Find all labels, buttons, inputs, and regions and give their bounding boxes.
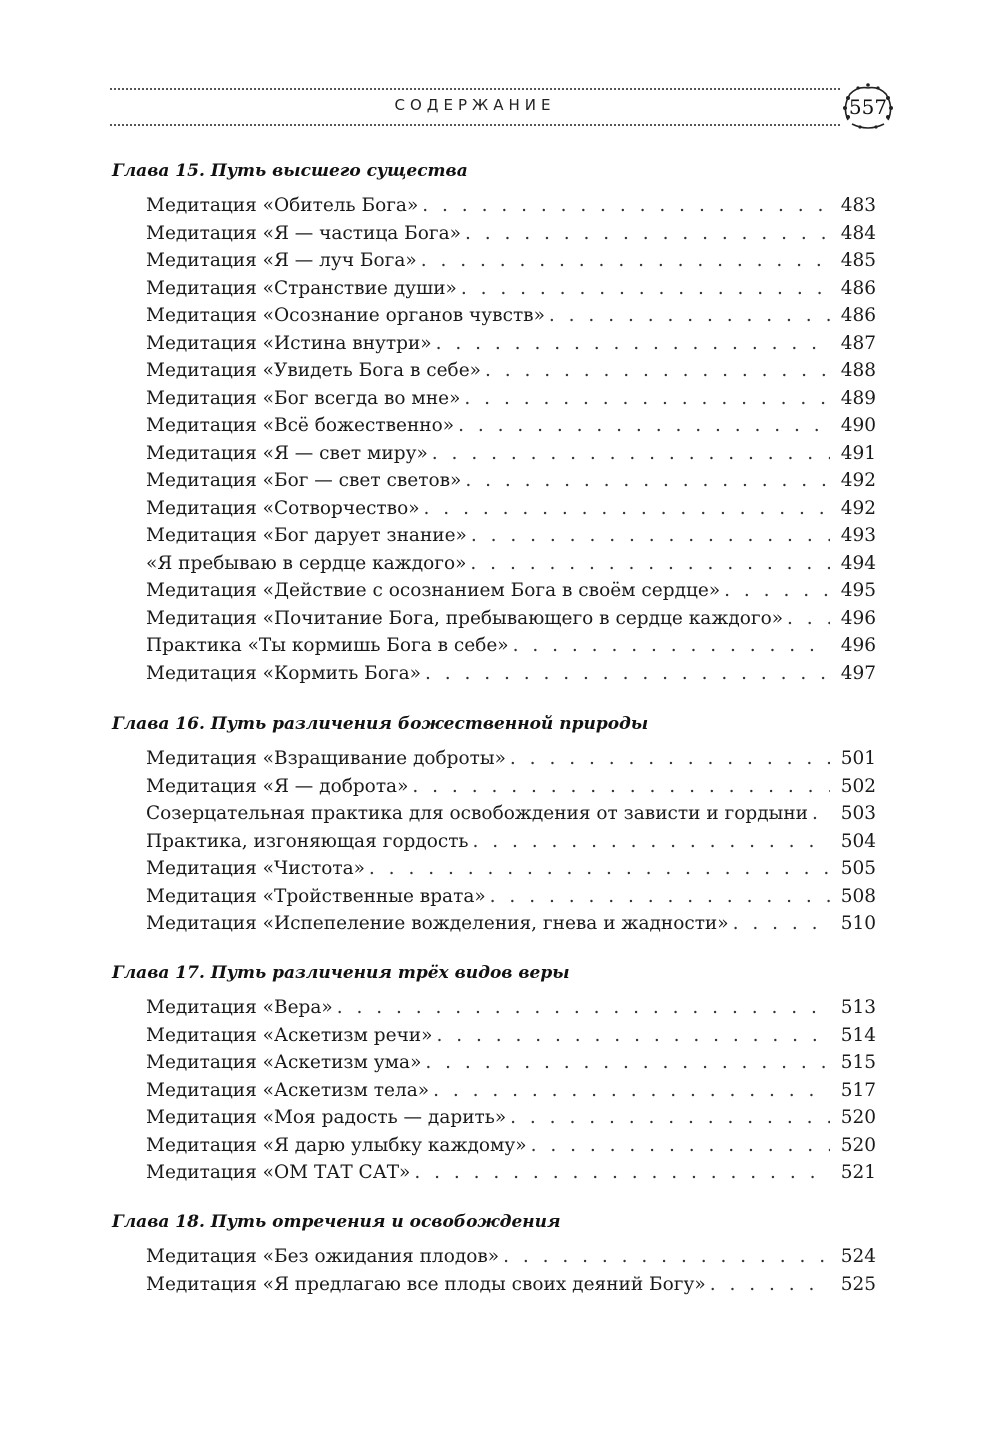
chapter-17 bbox=[112, 958, 912, 1187]
toc-entry[interactable] bbox=[146, 1022, 876, 1050]
dot-leader bbox=[464, 385, 830, 413]
dot-leader bbox=[422, 192, 830, 220]
dot-leader bbox=[436, 330, 830, 358]
dot-leader bbox=[710, 1271, 830, 1299]
toc-entry[interactable] bbox=[146, 773, 876, 801]
entry-label: Медитация «Без ожидания плодов» bbox=[146, 1246, 500, 1267]
entry-label: Медитация «Действие с осознанием Бога в своём сердце» bbox=[146, 580, 721, 601]
dot-leader bbox=[503, 1243, 830, 1271]
entry-label: Медитация «Аскетизм тела» bbox=[146, 1079, 430, 1101]
entry-page: 493 bbox=[840, 525, 876, 546]
entry-label: Медитация «Я — луч Бога» bbox=[146, 250, 417, 271]
toc-entry[interactable] bbox=[146, 550, 876, 578]
entry-label: Медитация «Моя радость — дарить» bbox=[146, 1107, 507, 1128]
entry-page: 501 bbox=[840, 748, 876, 769]
entry-page: 488 bbox=[840, 360, 876, 381]
entry-label: Медитация «Обитель Бога» bbox=[146, 195, 419, 216]
entry-page: 483 bbox=[840, 195, 876, 216]
toc-entry[interactable] bbox=[146, 910, 876, 938]
chapter-16 bbox=[112, 709, 912, 938]
entry-page: 490 bbox=[840, 415, 876, 436]
toc-entry[interactable] bbox=[146, 800, 876, 828]
entry-page: 486 bbox=[840, 305, 876, 326]
toc-entry[interactable] bbox=[146, 1077, 876, 1105]
toc-entry[interactable] bbox=[146, 745, 876, 773]
entry-page: 491 bbox=[840, 442, 876, 464]
dot-leader bbox=[369, 855, 830, 883]
dot-leader bbox=[337, 994, 830, 1022]
dot-leader bbox=[473, 828, 831, 856]
entry-label: Медитация «Я предлагаю все плоды своих деяний Богу» bbox=[146, 1273, 706, 1295]
dot-leader bbox=[424, 495, 830, 523]
dot-leader bbox=[414, 1159, 830, 1187]
dot-leader bbox=[812, 800, 830, 828]
dot-leader bbox=[787, 605, 830, 633]
entry-page: 513 bbox=[840, 997, 876, 1018]
chapter-18 bbox=[112, 1207, 912, 1298]
toc-entry[interactable] bbox=[146, 192, 876, 220]
entry-page: 495 bbox=[840, 580, 876, 601]
dot-leader bbox=[412, 773, 830, 801]
entry-label: Медитация «Я — свет миру» bbox=[146, 442, 428, 464]
dot-leader bbox=[724, 577, 830, 605]
section-title: СОДЕРЖАНИЕ bbox=[394, 96, 556, 114]
entry-page: 487 bbox=[840, 332, 876, 354]
running-header bbox=[110, 82, 888, 132]
entry-page: 504 bbox=[840, 830, 876, 852]
dot-leader bbox=[513, 632, 830, 660]
toc-entry[interactable] bbox=[146, 1243, 876, 1271]
entry-label: Медитация «Сотворчество» bbox=[146, 497, 420, 519]
dot-leader bbox=[733, 910, 830, 938]
toc-entry[interactable] bbox=[146, 632, 876, 660]
page-number-ornament bbox=[838, 82, 898, 132]
toc-entry[interactable] bbox=[146, 495, 876, 523]
toc-entry[interactable] bbox=[146, 883, 876, 911]
entry-page: 503 bbox=[840, 803, 876, 824]
chapter-15 bbox=[112, 156, 912, 687]
toc-entry[interactable] bbox=[146, 1049, 876, 1077]
dot-leader bbox=[425, 660, 830, 688]
entry-page: 524 bbox=[840, 1246, 876, 1267]
entry-page: 521 bbox=[840, 1162, 876, 1183]
toc-entry[interactable] bbox=[146, 1132, 876, 1160]
entry-page: 520 bbox=[840, 1107, 876, 1128]
dot-leader bbox=[425, 1049, 830, 1077]
entry-label: Медитация «Бог всегда во мне» bbox=[146, 387, 461, 409]
toc-entry[interactable] bbox=[146, 855, 876, 883]
dot-leader bbox=[465, 467, 830, 495]
entry-page: 496 bbox=[840, 635, 876, 656]
toc-entry[interactable] bbox=[146, 440, 876, 468]
dot-leader bbox=[510, 1104, 830, 1132]
entry-page: 502 bbox=[840, 775, 876, 797]
dot-leader bbox=[458, 412, 830, 440]
dot-leader bbox=[531, 1132, 830, 1160]
toc-entry[interactable] bbox=[146, 357, 876, 385]
dot-leader bbox=[432, 440, 830, 468]
entry-label: Медитация «Чистота» bbox=[146, 858, 365, 879]
entry-page: 525 bbox=[840, 1273, 876, 1295]
entry-label: Медитация «Бог дарует знание» bbox=[146, 525, 467, 546]
toc-entry[interactable] bbox=[146, 412, 876, 440]
dot-leader bbox=[421, 247, 830, 275]
dot-leader bbox=[470, 550, 830, 578]
entry-label: Медитация «Почитание Бога, пребывающего в сердце каждого» bbox=[146, 607, 784, 629]
entry-label: Медитация «Тройственные врата» bbox=[146, 885, 486, 907]
toc-entry[interactable] bbox=[146, 220, 876, 248]
entry-label: Созерцательная практика для освобождения от зависти и гордыни bbox=[146, 803, 808, 824]
entry-label: Практика «Ты кормишь Бога в себе» bbox=[146, 635, 509, 656]
entry-page: 517 bbox=[840, 1079, 876, 1101]
entry-page: 489 bbox=[840, 387, 876, 409]
entry-label: Медитация «Осознание органов чувств» bbox=[146, 305, 545, 326]
chapter-title: Глава 18. Путь отречения и освобождения bbox=[112, 1212, 561, 1232]
entry-page: 492 bbox=[840, 470, 876, 491]
toc-entry[interactable] bbox=[146, 275, 876, 303]
entry-page: 497 bbox=[840, 662, 876, 684]
toc-entry[interactable] bbox=[146, 605, 876, 633]
entry-page: 508 bbox=[840, 885, 876, 907]
toc-entry[interactable] bbox=[146, 1104, 876, 1132]
chapter-title: Глава 15. Путь высшего существа bbox=[112, 161, 468, 181]
entry-label: Медитация «Увидеть Бога в себе» bbox=[146, 360, 481, 381]
entry-label: Медитация «Аскетизм ума» bbox=[146, 1052, 422, 1073]
toc-entry[interactable] bbox=[146, 522, 876, 550]
dot-leader bbox=[485, 357, 830, 385]
entry-label: «Я пребываю в сердце каждого» bbox=[146, 552, 467, 574]
entry-page: 485 bbox=[840, 250, 876, 271]
entry-page: 520 bbox=[840, 1134, 876, 1156]
toc-entry[interactable] bbox=[146, 994, 876, 1022]
toc-entry[interactable] bbox=[146, 1159, 876, 1187]
entry-page: 492 bbox=[840, 497, 876, 519]
entry-page: 515 bbox=[840, 1052, 876, 1073]
toc-entry[interactable] bbox=[146, 828, 876, 856]
chapter-title: Глава 16. Путь различения божественной природы bbox=[112, 714, 649, 734]
entry-page: 484 bbox=[840, 222, 876, 244]
entry-label: Медитация «Бог — свет светов» bbox=[146, 470, 462, 491]
entry-label: Медитация «Вера» bbox=[146, 997, 333, 1018]
toc-entry[interactable] bbox=[146, 577, 876, 605]
entry-label: Медитация «Истина внутри» bbox=[146, 332, 432, 354]
toc-entry[interactable] bbox=[146, 302, 876, 330]
entry-label: Медитация «Я — доброта» bbox=[146, 775, 409, 797]
dot-leader bbox=[510, 745, 830, 773]
entry-label: Медитация «ОМ ТАТ САТ» bbox=[146, 1162, 411, 1183]
entry-page: 514 bbox=[840, 1024, 876, 1046]
entry-label: Медитация «Кормить Бога» bbox=[146, 662, 421, 684]
toc-entry[interactable] bbox=[146, 467, 876, 495]
dot-leader bbox=[436, 1022, 830, 1050]
dot-leader bbox=[471, 522, 830, 550]
entry-page: 496 bbox=[840, 607, 876, 629]
entry-page: 494 bbox=[840, 552, 876, 574]
chapter-title: Глава 17. Путь различения трёх видов веры bbox=[112, 963, 570, 983]
dot-leader bbox=[465, 220, 830, 248]
entry-label: Медитация «Я — частица Бога» bbox=[146, 222, 461, 244]
page-number: 557 bbox=[848, 95, 888, 119]
header-rule-bottom bbox=[110, 124, 840, 126]
toc-entry[interactable] bbox=[146, 385, 876, 413]
dot-leader bbox=[433, 1077, 830, 1105]
dot-leader bbox=[549, 302, 830, 330]
entry-label: Медитация «Испепеление вожделения, гнева и жадности» bbox=[146, 913, 729, 934]
entry-page: 505 bbox=[840, 858, 876, 879]
entry-label: Медитация «Всё божественно» bbox=[146, 415, 455, 436]
entry-label: Медитация «Странствие души» bbox=[146, 277, 457, 299]
toc-entry[interactable] bbox=[146, 660, 876, 688]
entry-label: Медитация «Аскетизм речи» bbox=[146, 1024, 433, 1046]
dot-leader bbox=[461, 275, 830, 303]
entry-label: Практика, изгоняющая гордость bbox=[146, 830, 469, 852]
toc-entry[interactable] bbox=[146, 1271, 876, 1299]
entry-page: 510 bbox=[840, 913, 876, 934]
entry-label: Медитация «Взращивание доброты» bbox=[146, 748, 506, 769]
entry-page: 486 bbox=[840, 277, 876, 299]
toc-entry[interactable] bbox=[146, 330, 876, 358]
dot-leader bbox=[490, 883, 830, 911]
entry-label: Медитация «Я дарю улыбку каждому» bbox=[146, 1134, 527, 1156]
toc-entry[interactable] bbox=[146, 247, 876, 275]
header-rule-top bbox=[110, 88, 840, 90]
